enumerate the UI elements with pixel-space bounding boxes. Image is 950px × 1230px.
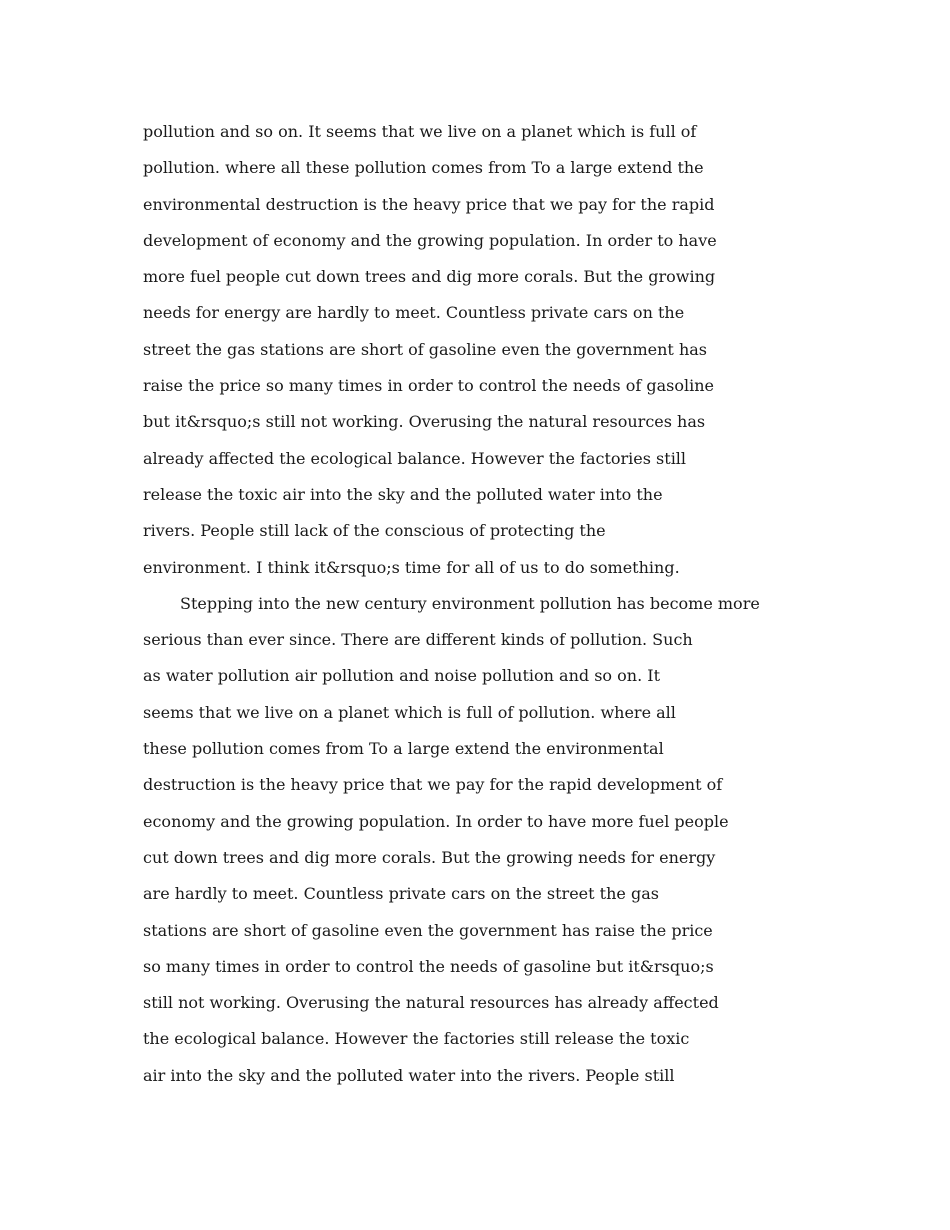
text-line: the ecological balance. However the factories still release the toxic <box>143 1029 690 1049</box>
text-line: pollution. where all these pollution comes from To a large extend the <box>143 158 704 178</box>
text-line: release the toxic air into the sky and the polluted water into the <box>143 484 663 504</box>
text-line: but it&rsquo;s still not working. Overusing the natural resources has <box>143 412 706 432</box>
text-line: these pollution comes from To a large extend the environmental <box>143 739 664 759</box>
text-line: already affected the ecological balance. However the factories still <box>143 448 687 468</box>
body-text <box>143 114 815 1094</box>
text-line: are hardly to meet. Countless private cars on the street the gas <box>143 884 659 904</box>
text-line: environment. I think it&rsquo;s time for all of us to do something. <box>143 557 680 577</box>
text-line: still not working. Overusing the natural resources has already affected <box>143 993 719 1013</box>
text-line: so many times in order to control the needs of gasoline but it&rsquo;s <box>143 956 714 976</box>
text-line: economy and the growing population. In order to have more fuel people <box>143 811 729 831</box>
text-line: more fuel people cut down trees and dig more corals. But the growing <box>143 267 716 287</box>
text-line: needs for energy are hardly to meet. Countless private cars on the <box>143 303 685 323</box>
text-line: raise the price so many times in order to control the needs of gasoline <box>143 376 714 396</box>
text-line: serious than ever since. There are different kinds of pollution. Such <box>143 630 693 650</box>
text-line: seems that we live on a planet which is full of pollution. where all <box>143 702 676 722</box>
text-line: pollution and so on. It seems that we live on a planet which is full of <box>143 122 697 141</box>
text-line: air into the sky and the polluted water into the rivers. People still <box>143 1065 675 1085</box>
text-line: stations are short of gasoline even the government has raise the price <box>143 920 713 940</box>
text-line: street the gas stations are short of gasoline even the government has <box>143 339 707 359</box>
text-line: destruction is the heavy price that we pay for the rapid development of <box>143 775 723 795</box>
text-line: as water pollution air pollution and noise pollution and so on. It <box>143 666 660 686</box>
text-line: cut down trees and dig more corals. But the growing needs for energy <box>143 847 716 867</box>
text-line: rivers. People still lack of the conscious of protecting the <box>143 521 606 541</box>
text-line: Stepping into the new century environment pollution has become more <box>180 593 760 613</box>
text-line: environmental destruction is the heavy price that we pay for the rapid <box>143 194 715 214</box>
text-line: development of economy and the growing population. In order to have <box>143 230 717 250</box>
